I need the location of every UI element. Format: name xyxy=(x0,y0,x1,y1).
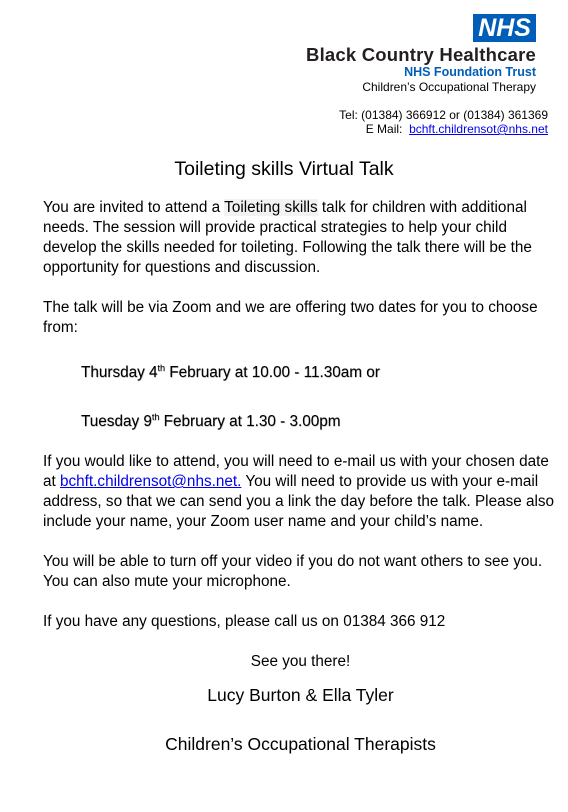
attend-text-1: If you would like to attend, you will need to e-mail us with your chosen date at xyxy=(43,453,549,491)
intro-text-1: You are invited to attend a xyxy=(43,199,225,216)
intro-highlight: Toileting skills xyxy=(224,199,318,216)
date-2-text: Tuesday 9 xyxy=(81,413,152,431)
email-label: E Mail: xyxy=(365,122,403,136)
date-1-text: Thursday 4 xyxy=(81,364,158,382)
signature-names: Lucy Burton & Ella Tyler xyxy=(207,685,394,706)
nhs-logo: NHS xyxy=(473,14,536,42)
department-name: Children’s Occupational Therapy xyxy=(362,80,536,94)
questions-paragraph xyxy=(43,612,558,632)
signature-role: Children’s Occupational Therapists xyxy=(165,734,436,755)
phone-number: 01384 366 912 xyxy=(343,613,446,631)
date-option-1 xyxy=(43,358,558,383)
body-email-link[interactable]: bchft.childrensot@nhs.net. xyxy=(60,473,242,491)
date-1-sup: th xyxy=(157,363,166,373)
questions-text: If you have any questions, please call us on xyxy=(43,613,344,631)
organisation-name: Black Country Healthcare xyxy=(306,44,536,65)
date-2-rest: February at 1.30 - 3.00pm xyxy=(159,413,341,431)
date-2-sup: th xyxy=(151,412,160,423)
letterhead xyxy=(306,14,536,95)
closing-line: See you there! xyxy=(250,653,351,671)
letter-body xyxy=(43,198,558,754)
video-paragraph: You will be able to turn off your video if you do not want others to see you. You can also mute your microphone. xyxy=(43,553,543,591)
date-1-rest: February at 10.00 - 11.30am or xyxy=(165,364,380,382)
zoom-paragraph: The talk will be via Zoom and we are offering two dates for you to choose from: xyxy=(43,299,538,336)
intro-text-2: talk for children with additional needs. The session will provide practical strategies to help your child develop the skills needed for toileting. Following the talk there will be the opportunity for questions and discussion. xyxy=(43,199,532,276)
attend-text-2: You will need to provide us with your e-mail address, so that we can send you a link the day before the talk. Please also include your name, your Zoom user name and your child’s name. xyxy=(43,473,555,531)
attend-paragraph xyxy=(43,452,558,532)
telephone-line: Tel: (01384) 366912 or (01384) 361369 xyxy=(339,108,548,122)
intro-paragraph xyxy=(43,198,558,278)
page-title: Toileting skills Virtual Talk xyxy=(174,158,394,180)
organisation-subtitle: NHS Foundation Trust xyxy=(404,65,536,79)
contact-details xyxy=(339,108,548,136)
date-option-2 xyxy=(43,407,558,432)
email-line xyxy=(339,122,548,136)
header-email-link[interactable]: bchft.childrensot@nhs.net xyxy=(409,122,548,136)
